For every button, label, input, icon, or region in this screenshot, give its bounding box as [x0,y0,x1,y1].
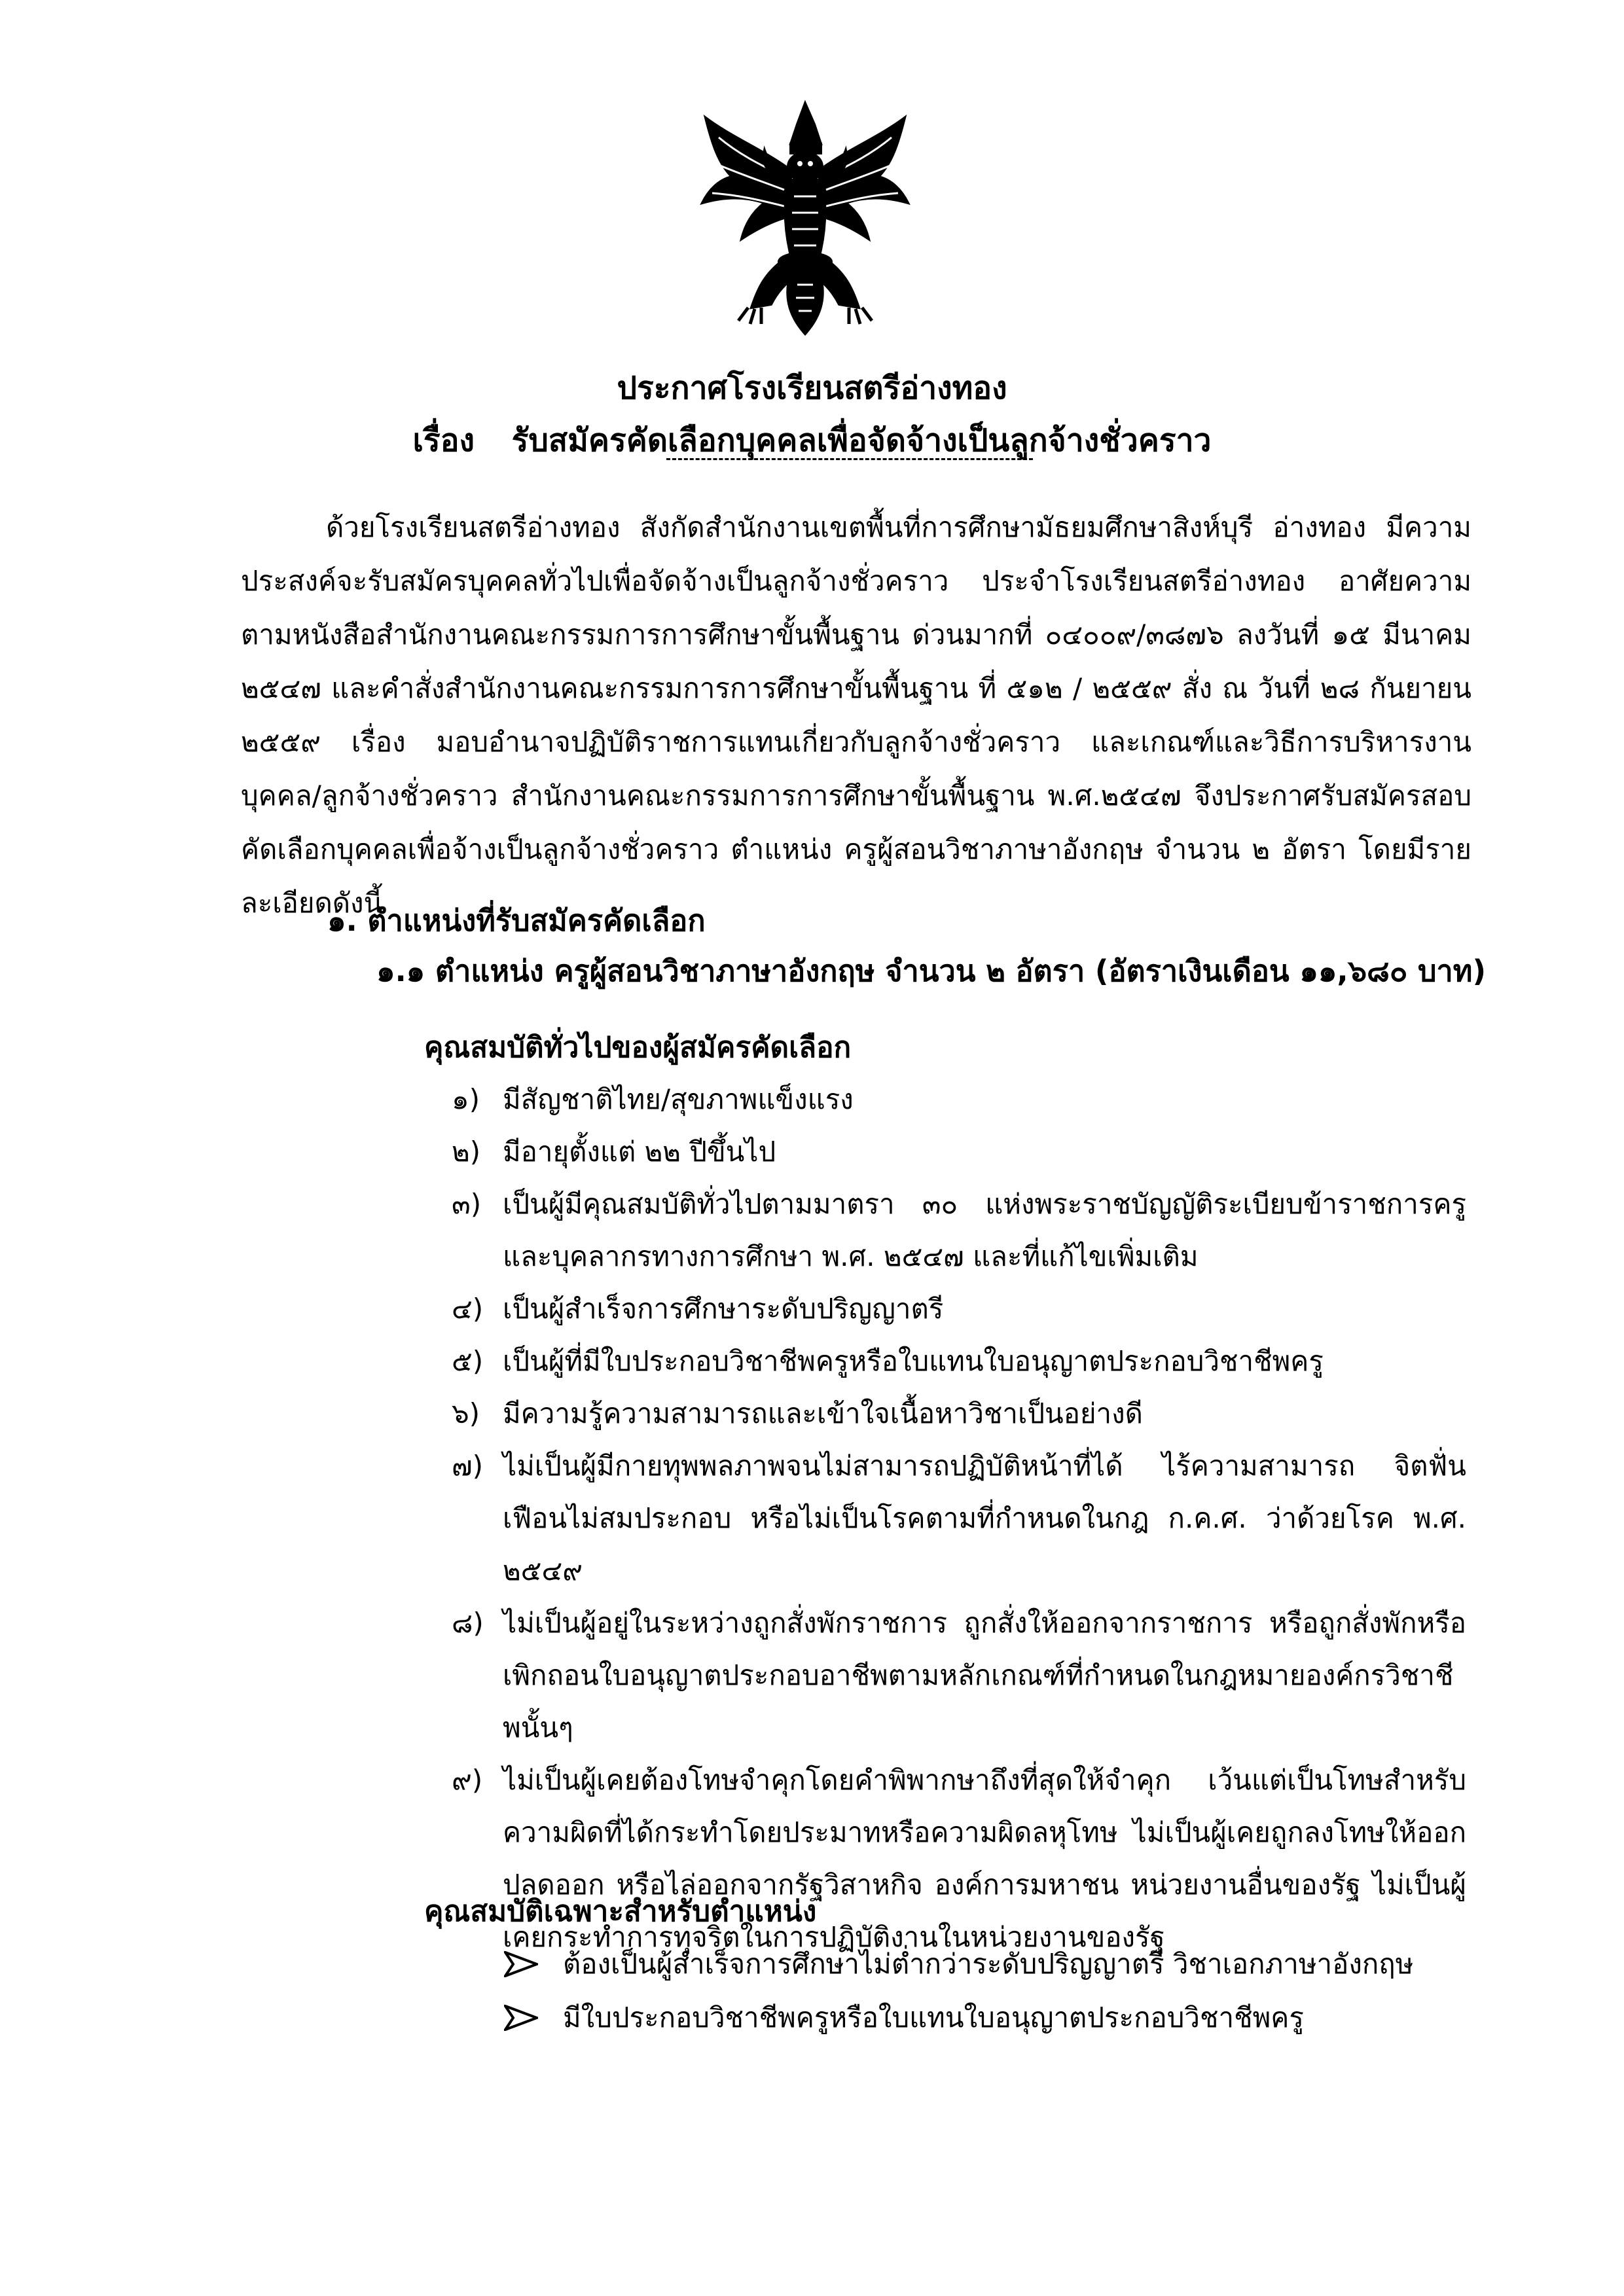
list-item: ๕) เป็นผู้ที่มีใบประกอบวิชาชีพครูหรือใบแทนใบอนุญาตประกอบวิชาชีพครู [452,1345,1324,1377]
list-item: ๑) มีสัญชาติไทย/สุขภาพแข็งแรง [452,1083,854,1115]
list-item: ต้องเป็นผู้สำเร็จการศึกษาไม่ต่ำกว่าระดับปริญญาตรี วิชาเอกภาษาอังกฤษ [504,1937,1453,1991]
subject-label: เรื่อง [412,422,475,459]
announcement-title: ประกาศโรงเรียนสตรีอ่างทอง [617,370,1007,406]
specific-qualifications-list [504,1937,1453,2045]
general-qualifications-title: คุณสมบัติทั่วไปของผู้สมัครคัดเลือก [424,1031,852,1064]
intro-paragraph [241,501,1471,930]
list-item: ๗) ไม่เป็นผู้มีกายทุพพลภาพจนไม่สามารถปฏิบัติหน้าที่ได้ ไร้ความสามารถ จิตฟั่นเฟือนไม่สมประกอบ หรือไม่เป็นโรคตามที่กำหนดในกฎ ก.ค.ศ. ว่าด้วยโรค พ.ศ. ๒๕๔๙ [452,1450,1466,1587]
subject-text: รับสมัครคัดเลือกบุคคลเพื่อจัดจ้างเป็นลูกจ้างชั่วคราว [511,422,1212,459]
intro-text: ด้วยโรงเรียนสตรีอ่างทอง สังกัดสำนักงานเขตพื้นที่การศึกษามัธยมศึกษาสิงห์บุรี อ่างทอง มีความประสงค์จะรับสมัครบุคคลทั่วไปเพื่อจัดจ้างเป็นลูกจ้างชั่วคราว ประจำโรงเรียนสตรีอ่างทอง อาศัยความตามหนังสือสำนักงานคณะกรรมการการศึกษาขั้นพื้นฐาน ด่วนมากที่ ๐๔๐๐๙/๓๘๗๖ ลงวันที่ ๑๕ มีนาคม ๒๕๔๗ และคำสั่งสำนักงานคณะกรรมการการศึกษาขั้นพื้นฐาน ที่ ๕๑๒ / ๒๕๕๙ สั่ง ณ วันที่ ๒๘ กันยายน ๒๕๕๙ เรื่อง มอบอำนาจปฏิบัติราชการแทนเกี่ยวกับลูกจ้างชั่วคราว และเกณฑ์และวิธีการบริหารงานบุคคล/ลูกจ้างชั่วคราว สำนักงานคณะกรรมการการศึกษาขั้นพื้นฐาน พ.ศ.๒๕๔๗ จึงประกาศรับสมัครสอบคัดเลือกบุคคลเพื่อจ้างเป็นลูกจ้างชั่วคราว ตำแหน่ง ครูผู้สอนวิชาภาษาอังกฤษ จำนวน ๒ อัตรา โดยมีรายละเอียดดังนี้ [241,511,1471,919]
list-item: ๒) มีอายุตั้งแต่ ๒๒ ปีขึ้นไป [452,1136,776,1168]
list-item: ๔) เป็นผู้สำเร็จการศึกษาระดับปริญญาตรี [452,1293,944,1325]
specific-qualifications-title: คุณสมบัติเฉพาะสำหรับตำแหน่ง [424,1895,817,1928]
arrow-bullet-icon [504,1951,563,1977]
arrow-bullet-icon [504,2005,563,2031]
list-item: มีใบประกอบวิชาชีพครูหรือใบแทนใบอนุญาตประกอบวิชาชีพครู [504,1991,1453,2045]
garuda-emblem-icon [693,98,918,340]
list-item: ๓) เป็นผู้มีคุณสมบัติทั่วไปตามมาตรา ๓๐ แห่งพระราชบัญญัติระเบียบข้าราชการครูและบุคลากรทางการศึกษา พ.ศ. ๒๕๔๗ และที่แก้ไขเพิ่มเติม [452,1188,1466,1272]
list-item: ๙) ไม่เป็นผู้เคยต้องโทษจำคุกโดยคำพิพากษาถึงที่สุดให้จำคุก เว้นแต่เป็นโทษสำหรับความผิดที่ได้กระทำโดยประมาทหรือความผิดลหุโทษ ไม่เป็นผู้เคยถูกลงโทษให้ออกปลดออก หรือไล่ออกจากรัฐวิสาหกิจ องค์การมหาชน หน่วยงานอื่นของรัฐ ไม่เป็นผู้เคยกระทำการทุจริตในการปฏิบัติงานในหน่วยงานของรัฐ [452,1764,1466,1953]
list-item: ๖) มีความรู้ความสามารถและเข้าใจเนื้อหาวิชาเป็นอย่างดี [452,1397,1143,1429]
list-item: ๘) ไม่เป็นผู้อยู่ในระหว่างถูกสั่งพักราชการ ถูกสั่งให้ออกจากราชการ หรือถูกสั่งพักหรือเพิกถอนใบอนุญาตประกอบอาชีพตามหลักเกณฑ์ที่กำหนดในกฎหมายองค์กรวิชาชีพนั้นๆ [452,1607,1466,1744]
section-1-title: ๑. ตำแหน่งที่รับสมัครคัดเลือก [327,903,706,938]
dashed-divider [666,458,1033,460]
position-item: ๑.๑ ตำแหน่ง ครูผู้สอนวิชาภาษาอังกฤษ จำนวน ๒ อัตรา (อัตราเงินเดือน ๑๑,๖๘๐ บาท) [376,954,1487,988]
general-qualifications-list [452,1073,1466,1964]
